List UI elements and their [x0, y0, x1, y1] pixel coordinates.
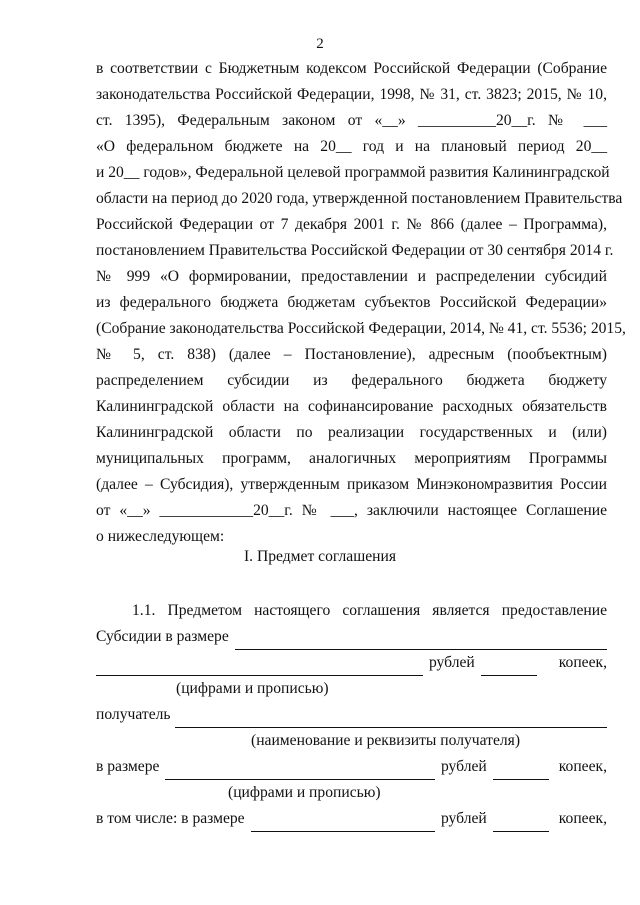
recipient-label: получатель: [96, 706, 171, 723]
text-line: о нижеследующем:: [96, 528, 225, 545]
kop-label: копеек,: [558, 654, 607, 671]
including-label: в том числе: в размере: [96, 810, 245, 827]
amount-label: в размере: [96, 758, 160, 775]
rub-label: рублей: [428, 654, 475, 671]
amount-field[interactable]: [165, 762, 435, 780]
text-line: постановлением Правительства Российской Федерации от 30 сентября 2014 г.: [96, 242, 614, 259]
clause-first-line: 1.1. Предметом настоящего соглашения является предоставление: [132, 602, 607, 619]
amount-row: [96, 754, 607, 780]
clause-1-1: [96, 598, 607, 832]
including-row: [96, 806, 607, 832]
subsidy-label: Субсидии в размере: [96, 628, 229, 645]
text-line: из федерального бюджета бюджетам субъектов Российской Федерации»: [96, 294, 607, 311]
kop-field[interactable]: [493, 762, 549, 780]
kop-field[interactable]: [481, 658, 537, 676]
text-line: № 999 «О формировании, предоставлении и распределении субсидий: [96, 268, 607, 285]
rub-label: рублей: [440, 810, 487, 827]
text-line: в соответствии с Бюджетным кодексом Российской Федерации (Собрание: [96, 60, 607, 77]
kop-label: копеек,: [558, 810, 607, 827]
kop-field[interactable]: [493, 814, 549, 832]
recipient-field[interactable]: [175, 710, 607, 728]
recipient-row: [96, 702, 607, 728]
text-line: от «__» ____________20__г. № ___, заключили настоящее Соглашение: [96, 502, 607, 519]
section-title: I. Предмет соглашения: [243, 548, 397, 565]
text-line: области на период до 2020 года, утвержденной постановлением Правительства: [96, 190, 623, 207]
subsidy-amount-text-field[interactable]: [96, 658, 423, 676]
text-line: и 20__ годов», Федеральной целевой программой развития Калининградской: [96, 164, 610, 181]
text-line: «О федеральном бюджете на 20__ год и на плановый период 20__: [96, 138, 607, 155]
intro-paragraph: [96, 56, 626, 550]
page-number: 2: [316, 36, 324, 52]
caption-digits: (цифрами и прописью): [228, 784, 381, 801]
text-line: Калининградской области по реализации государственных и (или): [96, 424, 607, 441]
including-amount-field[interactable]: [251, 814, 435, 832]
subsidy-amount-continuation-row: [96, 650, 607, 676]
subsidy-amount-row: [96, 624, 607, 650]
subsidy-amount-field[interactable]: [235, 632, 607, 650]
text-line: законодательства Российской Федерации, 1998, № 31, ст. 3823; 2015, № 10,: [96, 86, 607, 103]
text-line: муниципальных программ, аналогичных мероприятиям Программы: [96, 450, 607, 467]
kop-label: копеек,: [558, 758, 607, 775]
text-line: (далее – Субсидия), утвержденным приказом Минэкономразвития России: [96, 476, 607, 493]
text-line: распределением субсидии из федерального бюджета бюджету: [96, 372, 607, 389]
caption-digits: (цифрами и прописью): [176, 680, 329, 697]
caption-recipient: (наименование и реквизиты получателя): [251, 732, 521, 749]
text-line: (Собрание законодательства Российской Федерации, 2014, № 41, ст. 5536; 2015,: [96, 320, 626, 337]
text-line: № 5, ст. 838) (далее – Постановление), адресным (пообъектным): [96, 346, 607, 363]
text-line: Калининградской области на софинансирование расходных обязательств: [96, 398, 607, 415]
rub-label: рублей: [440, 758, 487, 775]
text-line: ст. 1395), Федеральным законом от «__» __________20__г. № ___: [96, 112, 607, 129]
text-line: Российской Федерации от 7 декабря 2001 г. № 866 (далее – Программа),: [96, 216, 607, 233]
